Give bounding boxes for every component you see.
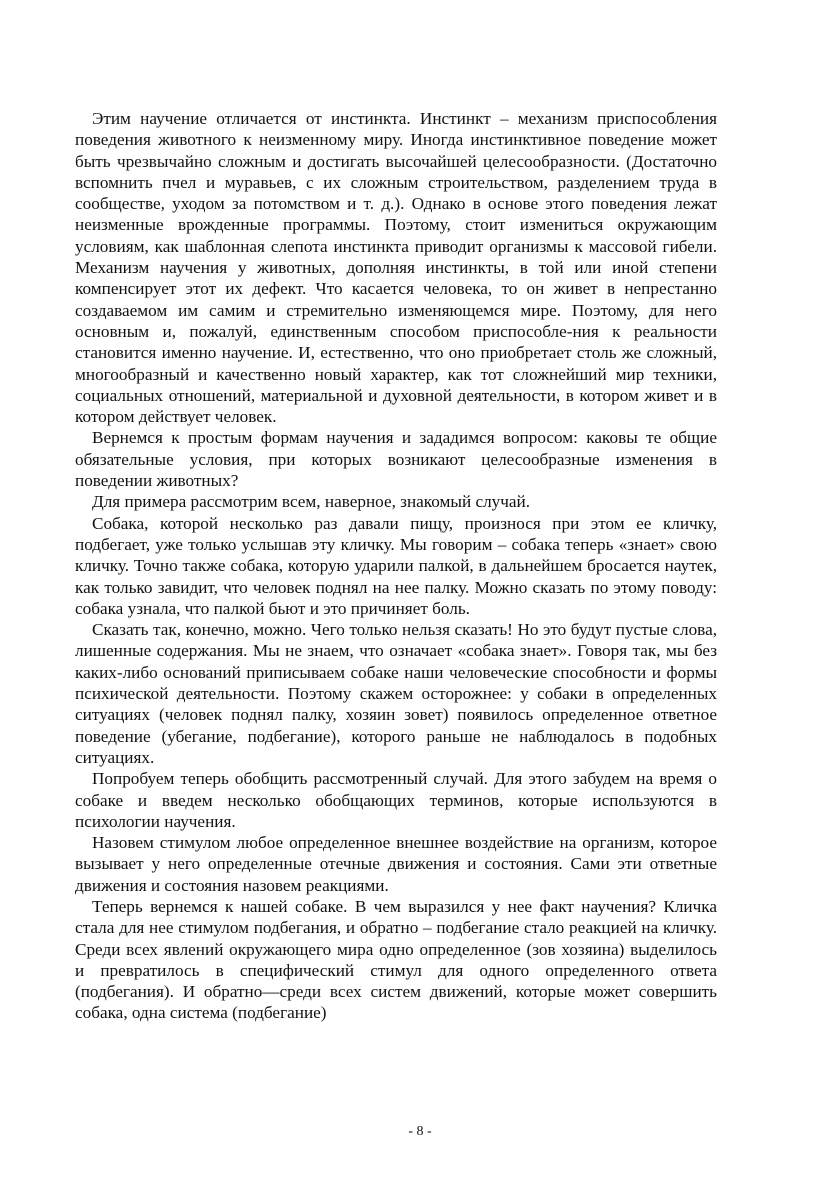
paragraph-learning-fact: Теперь вернемся к нашей собаке. В чем выразился у нее факт научения? Кличка стала для нее стимулом подбегания, и обратно – подбегание стало реакцией на кличку. Среди всех явлений окружающего мира одно определенное (зов хозяина) выделилось и превратилось в специфический стимул для одного определенного ответа (подбегания). И обратно—среди всех систем движений, которые может совершить собака, одна система (подбегание) [75,896,717,1023]
page-body [75,108,717,1024]
paragraph-dog: Собака, которой несколько раз давали пищу, произнося при этом ее кличку, подбегает, уже только услышав эту кличку. Мы говорим – собака теперь «знает» свою кличку. Точно также собака, которую ударили палкой, в дальнейшем бросается наутек, как только завидит, что человек поднял на нее палку. Можно сказать по этому поводу: собака узнала, что палкой бьют и это причиняет боль. [75,513,717,618]
paragraph-example: Для примера рассмотрим всем, наверное, знакомый случай. [92,492,531,512]
paragraph-question: Вернемся к простым формам научения и зададимся вопросом: каковы те общие обязательные условия, при которых возникают целесообразные изменения в поведении животных? [75,428,717,491]
page-number: - 8 - [408,1124,432,1139]
paragraph-dog-knows: Сказать так, конечно, можно. Чего только нельзя сказать! Но это будут пустые слова, лишенные содержания. Мы не знаем, что означает «собака знает». Говоря так, мы без каких-либо оснований приписываем собаке наши человеческие способности и формы психической деятельности. Поэтому скажем осторожнее: у собаки в определенных ситуациях (человек поднял палку, хозяин зовет) появилось определенное ответное поведение (убегание, подбегание), которого раньше не наблюдалось в подобных ситуациях. [75,620,717,767]
paragraph-instinct: Этим научение отличается от инстинкта. Инстинкт – механизм приспособления поведения животного к неизменному миру. Иногда инстинктивное поведение может быть чрезвычайно сложным и достигать высочайшей целесообразности. (Достаточно вспомнить пчел и муравьев, с их сложным строительством, разделением труда в сообществе, уходом за потомством и т. д.). Однако в основе этого поведения лежат неизменные врожденные программы. Поэтому, стоит измениться окружающим условиям, как шаблонная слепота инстинкта приводит организмы к массовой гибели. Механизм научения у животных, дополняя инстинкты, в той или иной степени компенсирует этот их дефект. Что касается человека, то он живет в непрестанно создаваемом им самим и стремительно изменяющемся мире. Поэтому, для него основным и, пожалуй, единственным способом приспособле-ния к реальности становится именно научение. И, естественно, что оно приобретает столь же сложный, многообразный и качественно новый характер, как тот сложнейший мир техники, социальных отношений, материальной и духовной деятельности, в котором живет и в котором действует человек. [75,109,717,427]
paragraph-stimulus: Назовем стимулом любое определенное внешнее воздействие на организм, которое вызывает у него определенные отечные движения и состояния. Сами эти ответные движения и состояния назовем реакциями. [75,833,717,895]
paragraph-generalize: Попробуем теперь обобщить рассмотренный случай. Для этого забудем на время о собаке и введем несколько обобщающих терминов, которые используются в психологии научения. [75,769,717,831]
